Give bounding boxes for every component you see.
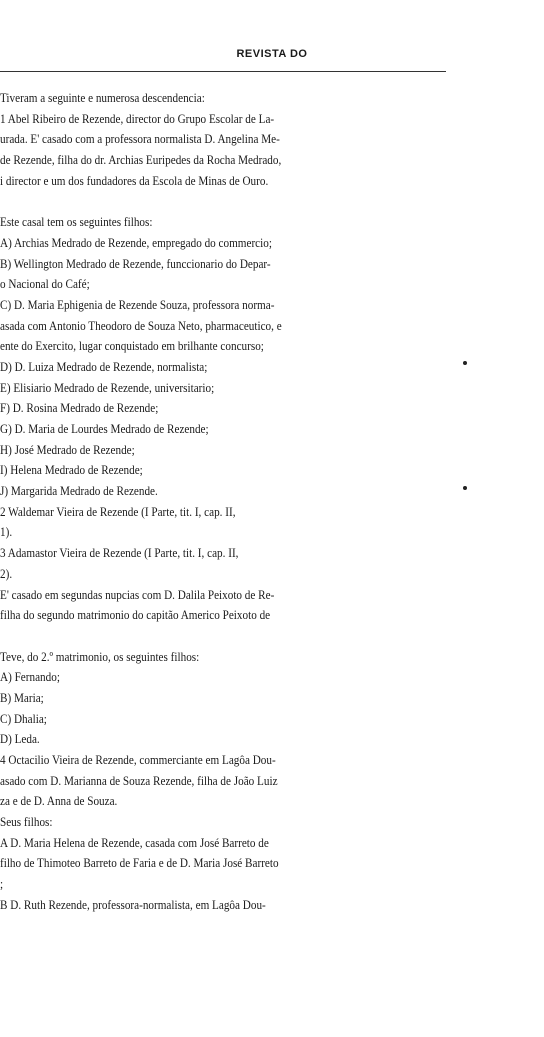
text-line: 4 Octacilio Vieira de Rezende, commerciante em Lagôa Dou-: [0, 752, 276, 767]
margin-speck: [463, 486, 467, 490]
text-line: H) José Medrado de Rezende;: [0, 441, 135, 457]
text-line: filho de Thimoteo Barreto de Faria e de D. Maria José Barreto: [0, 855, 279, 871]
text-line: 2).: [0, 565, 13, 581]
text-line: 3 Adamastor Vieira de Rezende (I Parte, tit. I, cap. II,: [0, 545, 239, 561]
text-line: D) D. Luiza Medrado de Rezende, normalista;: [0, 358, 208, 374]
text-line: filha do segundo matrimonio do capitão Americo Peixoto de: [0, 607, 271, 623]
text-line: C) D. Maria Ephigenia de Rezende Souza, professora norma-: [0, 296, 275, 312]
text-line: C) Dhalia;: [0, 710, 47, 726]
text-line: D) Leda.: [0, 731, 40, 747]
text-line: F) D. Rosina Medrado de Rezende;: [0, 400, 159, 416]
text-line: urada. E' casado com a professora normalista D. Angelina Me-: [0, 131, 280, 147]
text-line: A) Fernando;: [0, 669, 60, 685]
text-line: Este casal tem os seguintes filhos:: [0, 214, 153, 230]
text-line: ;: [0, 876, 4, 892]
text-line: I) Helena Medrado de Rezende;: [0, 462, 143, 478]
paragraph-gap: [0, 626, 440, 647]
paragraph-gap: [0, 191, 440, 212]
text-line: J) Margarida Medrado de Rezende.: [0, 483, 158, 499]
text-line: i director e um dos fundadores da Escola de Minas de Ouro.: [0, 172, 269, 188]
text-line: o Nacional do Café;: [0, 276, 90, 292]
text-line: Teve, do 2.º matrimonio, os seguintes filhos:: [0, 648, 200, 664]
text-line: asado com D. Marianna de Souza Rezende, filha de João Luiz: [0, 772, 278, 788]
margin-speck: [463, 361, 467, 365]
text-line: Seus filhos:: [0, 814, 53, 830]
text-line: E' casado em segundas nupcias com D. Dalila Peixoto de Re-: [0, 586, 275, 602]
text-line: E) Elisiario Medrado de Rezende, universitario;: [0, 379, 215, 395]
running-header: REVISTA DO: [236, 48, 308, 60]
text-line: A) Archias Medrado de Rezende, empregado do commercio;: [0, 234, 272, 250]
text-line: za e de D. Anna de Souza.: [0, 793, 118, 809]
text-line: 1 Abel Ribeiro de Rezende, director do Grupo Escolar de La-: [0, 110, 275, 126]
header-rule: [0, 71, 446, 72]
text-line: A D. Maria Helena de Rezende, casada com José Barreto de: [0, 834, 269, 850]
text-line: asada com Antonio Theodoro de Souza Neto, pharmaceutico, e: [0, 317, 282, 333]
text-line: B D. Ruth Rezende, professora-normalista, em Lagôa Dou-: [0, 896, 266, 912]
text-line: ente do Exercito, lugar conquistado em brilhante concurso;: [0, 338, 264, 354]
text-line: B) Wellington Medrado de Rezende, funccionario do Depar-: [0, 255, 271, 271]
text-line: Tiveram a seguinte e numerosa descendencia:: [0, 90, 205, 105]
text-line: G) D. Maria de Lourdes Medrado de Rezende;: [0, 421, 209, 436]
text-line: 1).: [0, 524, 13, 540]
text-line: de Rezende, filha do dr. Archias Euripedes da Rocha Medrado,: [0, 152, 282, 168]
text-line: 2 Waldemar Vieira de Rezende (I Parte, tit. I, cap. II,: [0, 503, 236, 519]
text-line: B) Maria;: [0, 689, 44, 705]
page-body: [0, 88, 440, 916]
